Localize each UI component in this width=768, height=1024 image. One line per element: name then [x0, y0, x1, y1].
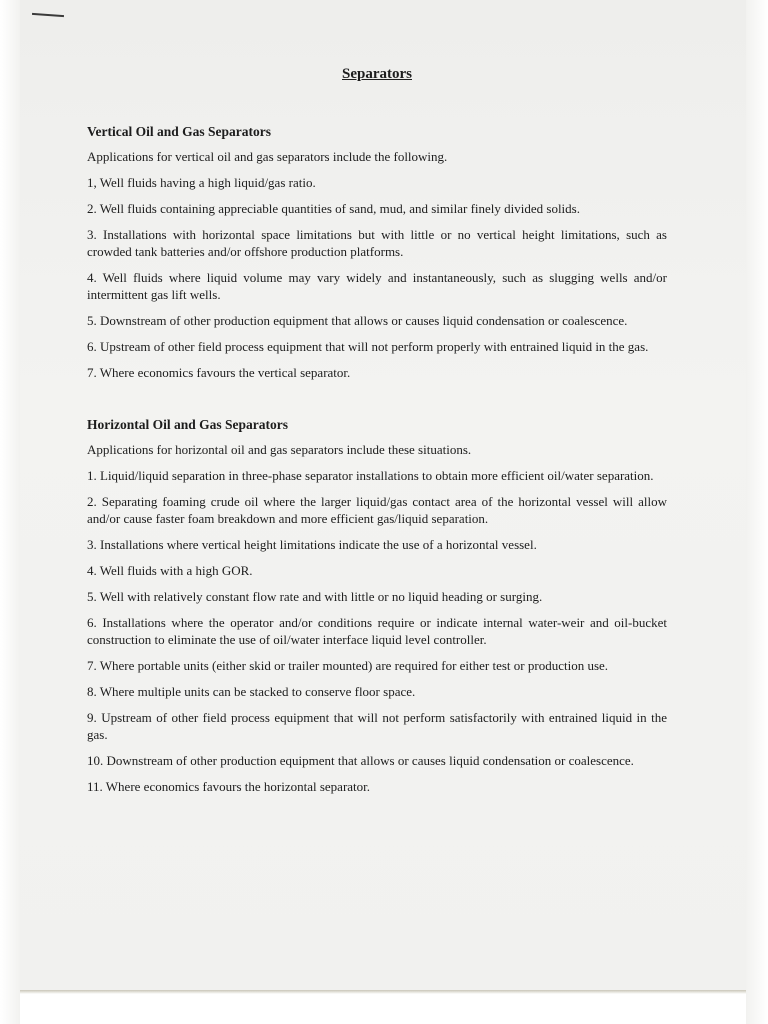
paragraph: Applications for vertical oil and gas separators include the following. — [87, 149, 448, 164]
left-margin-shadow — [0, 0, 20, 1024]
document-body — [87, 66, 667, 804]
list-item: 2. Separating foaming crude oil where the larger liquid/gas contact area of the horizontal vessel will allow and/or cause faster foam breakdown and more efficient gas/liquid separation. — [87, 494, 667, 526]
list-item: 7. Where portable units (either skid or trailer mounted) are required for either test or production use. — [87, 658, 609, 673]
section-spacer — [87, 390, 667, 416]
list-item: 3. Installations with horizontal space limitations but with little or no vertical height limitations, such as crowded tank batteries and/or offshore production platforms. — [87, 227, 667, 259]
list-item: 1, Well fluids having a high liquid/gas ratio. — [87, 175, 316, 190]
list-item: 10. Downstream of other production equipment that allows or causes liquid condensation or coalescence. — [87, 753, 634, 768]
list-item: 6. Upstream of other field process equipment that will not perform properly with entrained liquid in the gas. — [87, 339, 649, 354]
list-item: 1. Liquid/liquid separation in three-phase separator installations to obtain more efficient oil/water separation. — [87, 468, 654, 483]
list-item: 4. Well fluids where liquid volume may vary widely and instantaneously, such as slugging wells and/or intermittent gas lift wells. — [87, 270, 667, 302]
section-horizontal — [87, 416, 667, 795]
list-item: 2. Well fluids containing appreciable quantities of sand, mud, and similar finely divided solids. — [87, 201, 580, 216]
sheet-bottom-edge — [20, 990, 746, 994]
list-item: 5. Well with relatively constant flow rate and with little or no liquid heading or surging. — [87, 589, 543, 604]
list-item: 9. Upstream of other field process equipment that will not perform satisfactorily with entrained liquid in the gas. — [87, 710, 667, 742]
list-item: 5. Downstream of other production equipment that allows or causes liquid condensation or coalescence. — [87, 313, 628, 328]
list-item: 11. Where economics favours the horizontal separator. — [87, 779, 371, 794]
section-vertical — [87, 123, 667, 381]
paper-sheet — [20, 0, 746, 992]
section-heading: Horizontal Oil and Gas Separators — [87, 417, 289, 432]
list-item: 6. Installations where the operator and/or conditions require or indicate internal water-weir and oil-bucket construction to eliminate the use of oil/water interface liquid level controller. — [87, 615, 667, 647]
list-item: 4. Well fluids with a high GOR. — [87, 563, 253, 578]
paragraph: Applications for horizontal oil and gas separators include these situations. — [87, 442, 472, 457]
list-item: 8. Where multiple units can be stacked to conserve floor space. — [87, 684, 416, 699]
section-heading: Vertical Oil and Gas Separators — [87, 124, 271, 139]
right-margin-shadow — [746, 0, 768, 1024]
list-item: 3. Installations where vertical height limitations indicate the use of a horizontal vessel. — [87, 537, 537, 552]
list-item: 7. Where economics favours the vertical separator. — [87, 365, 351, 380]
pen-mark — [32, 13, 64, 17]
page-title: Separators — [342, 66, 412, 82]
